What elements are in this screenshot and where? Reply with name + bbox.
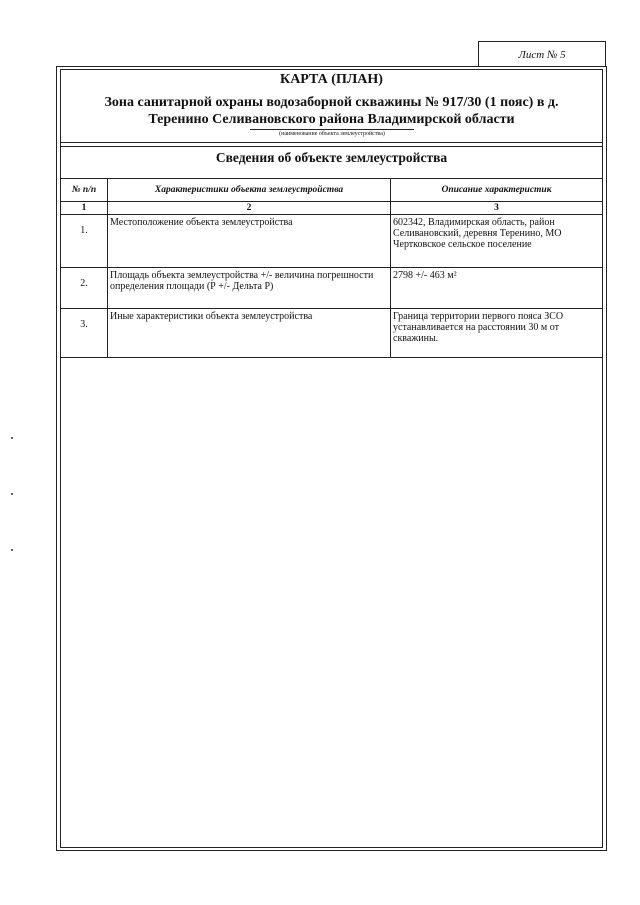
column-header: № п/п [61, 179, 108, 202]
margin-mark [11, 493, 13, 495]
margin-mark [11, 437, 13, 439]
row-characteristic: Местоположение объекта землеустройства [108, 215, 391, 268]
column-number: 1 [61, 202, 108, 215]
row-number: 1. [61, 215, 108, 268]
subtitle-line-1: Зона санитарной охраны водозаборной скважины № 917/30 (1 пояс) в д. [104, 95, 559, 110]
document-title: КАРТА (ПЛАН) [280, 72, 383, 87]
table-row [61, 268, 603, 309]
row-characteristic: Иные характеристики объекта землеустройства [108, 309, 391, 358]
table-row [61, 215, 603, 268]
row-description: Граница территории первого пояса ЗСО устанавливается на расстоянии 30 м от скважины. [391, 309, 603, 358]
sheet-number-label: Лист № 5 [478, 41, 606, 67]
object-name-caption: (наименование объекта землеустройства) [250, 129, 414, 139]
margin-mark [11, 549, 13, 551]
column-number-row [61, 202, 603, 215]
table-header-row [61, 179, 603, 202]
object-info-table [60, 178, 603, 358]
column-header: Характеристики объекта землеустройства [108, 179, 391, 202]
column-number: 2 [108, 202, 391, 215]
row-description: 602342, Владимирская область, район Селивановский, деревня Теренино, МО Чертковское сельское поселение [391, 215, 603, 268]
row-number: 3. [61, 309, 108, 358]
column-header: Описание характеристик [391, 179, 603, 202]
column-number: 3 [391, 202, 603, 215]
subtitle-line-2: Теренино Селивановского района Владимирской области [148, 112, 515, 127]
row-characteristic: Площадь объекта землеустройства +/- величина погрешности определения площади (Р +/- Дельта Р) [108, 268, 391, 309]
document-subtitle [60, 94, 603, 128]
divider [60, 146, 603, 147]
row-description: 2798 +/- 463 м² [391, 268, 603, 309]
row-number: 2. [61, 268, 108, 309]
section-title: Сведения об объекте землеустройства [215, 150, 448, 165]
divider [60, 142, 603, 143]
table-row [61, 309, 603, 358]
